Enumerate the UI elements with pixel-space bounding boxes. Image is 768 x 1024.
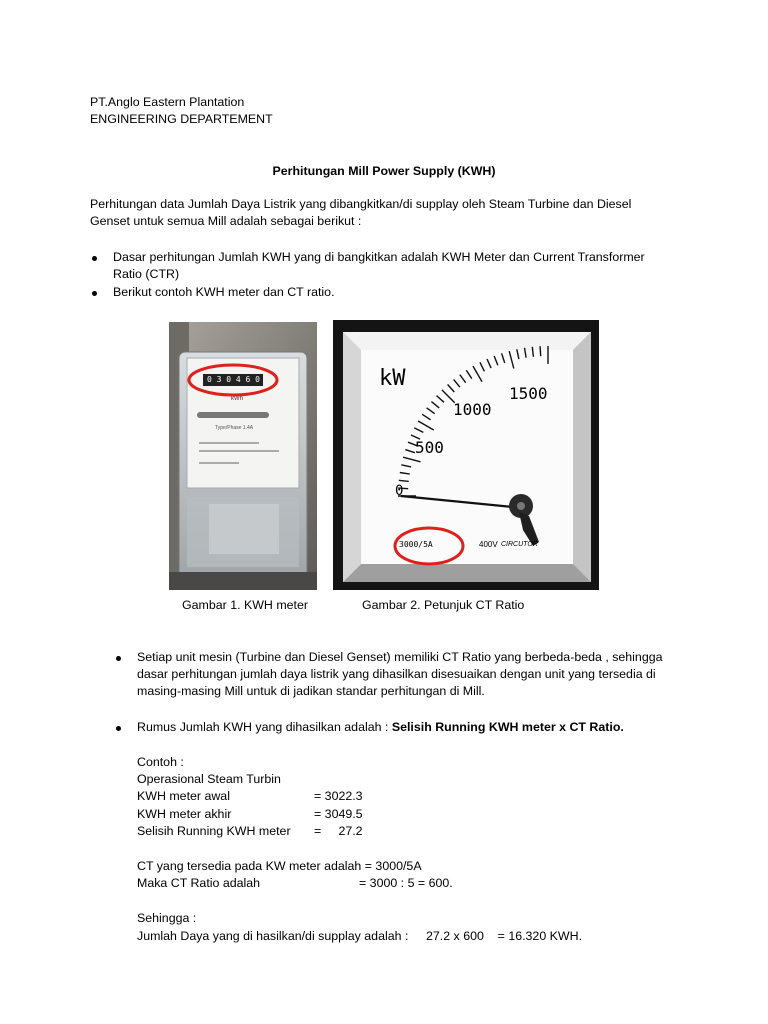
bullet-3-line-1: Setiap unit mesin (Turbine dan Diesel Genset) memiliki CT Ratio yang berbeda-beda , sehingga bbox=[137, 650, 663, 664]
example-row-value: = 3049.5 bbox=[314, 807, 363, 821]
kwh-counter-digits: 0 3 0 4 6 0 bbox=[207, 375, 260, 384]
example-heading: Contoh : bbox=[137, 755, 184, 769]
red-highlight-ellipse bbox=[169, 322, 317, 590]
ct-ratio-label: Maka CT Ratio adalah bbox=[137, 876, 261, 890]
intro-line-2: Genset untuk semua Mill adalah sebagai berikut : bbox=[90, 214, 362, 228]
kw-tick-label-0: 0 bbox=[395, 483, 404, 499]
bullet-2-line-1: Berikut contoh KWH meter dan CT ratio. bbox=[113, 285, 335, 299]
ct-ratio-value: = 3000 : 5 = 600. bbox=[359, 876, 453, 890]
kw-meter-photo bbox=[333, 320, 599, 590]
ct-available-line: CT yang tersedia pada KW meter adalah = 3000/5A bbox=[137, 859, 422, 873]
bullet-1-line-1: Dasar perhitungan Jumlah KWH yang di bangkitkan adalah KWH Meter dan Current Transformer bbox=[113, 250, 645, 264]
intro-line-1: Perhitungan data Jumlah Daya Listrik yang dibangkitkan/di supplay oleh Steam Turbine dan Diesel bbox=[90, 197, 632, 211]
example-subheading: Operasional Steam Turbin bbox=[137, 772, 281, 786]
kw-tick-label-500: 500 bbox=[415, 438, 444, 457]
formula-line bbox=[137, 719, 624, 736]
kw-tick-label-1000: 1000 bbox=[453, 400, 492, 419]
kw-unit-label: kW bbox=[379, 366, 406, 391]
example-row-value: = 27.2 bbox=[314, 824, 363, 838]
kwh-meter-photo bbox=[169, 322, 317, 590]
formula-bold: Selisih Running KWH meter x CT Ratio. bbox=[391, 720, 624, 734]
example-row-label: Selisih Running KWH meter bbox=[137, 824, 291, 838]
kwh-model-label: Type/Phase 1.4A bbox=[215, 425, 254, 431]
red-highlight-ellipse bbox=[333, 320, 599, 590]
page-title: Perhitungan Mill Power Supply (KWH) bbox=[272, 164, 496, 178]
kw-tick-label-1500: 1500 bbox=[509, 384, 548, 403]
bullet-icon bbox=[92, 256, 97, 261]
bullet-1-line-2: Ratio (CTR) bbox=[113, 267, 180, 281]
example-row-label: KWH meter awal bbox=[137, 789, 230, 803]
example-row-value: = 3022.3 bbox=[314, 789, 363, 803]
bullet-3-line-3: masing-masing Mill untuk di jadikan standar perhitungan di Mill. bbox=[137, 684, 485, 698]
example-row-label: KWH meter akhir bbox=[137, 807, 232, 821]
kw-brand-logo: CIRCUTOR bbox=[501, 541, 538, 548]
kw-voltage-label: 400V bbox=[479, 540, 498, 549]
formula-prefix: Rumus Jumlah KWH yang dihasilkan adalah : bbox=[137, 720, 392, 734]
bullet-icon bbox=[92, 291, 97, 296]
result-value: 27.2 x 600 = 16.320 KWH. bbox=[426, 929, 583, 943]
result-label: Jumlah Daya yang di hasilkan/di supplay adalah : bbox=[137, 929, 409, 943]
bullet-icon bbox=[116, 656, 121, 661]
bullet-3-line-2: dasar perhitungan jumlah daya listrik yang dihasilkan disesuaikan dengan unit yang tersedia di bbox=[137, 667, 656, 681]
figure-2-caption: Gambar 2. Petunjuk CT Ratio bbox=[362, 598, 525, 612]
company-name: PT.Anglo Eastern Plantation bbox=[90, 95, 245, 109]
ct-ratio-marking: 3000/5A bbox=[399, 540, 433, 549]
department-name: ENGINEERING DEPARTEMENT bbox=[90, 112, 273, 126]
figure-1-caption: Gambar 1. KWH meter bbox=[182, 598, 308, 612]
sehingga-label: Sehingga : bbox=[137, 911, 197, 925]
bullet-icon bbox=[116, 726, 121, 731]
kwh-unit-label: kWh bbox=[231, 396, 243, 402]
